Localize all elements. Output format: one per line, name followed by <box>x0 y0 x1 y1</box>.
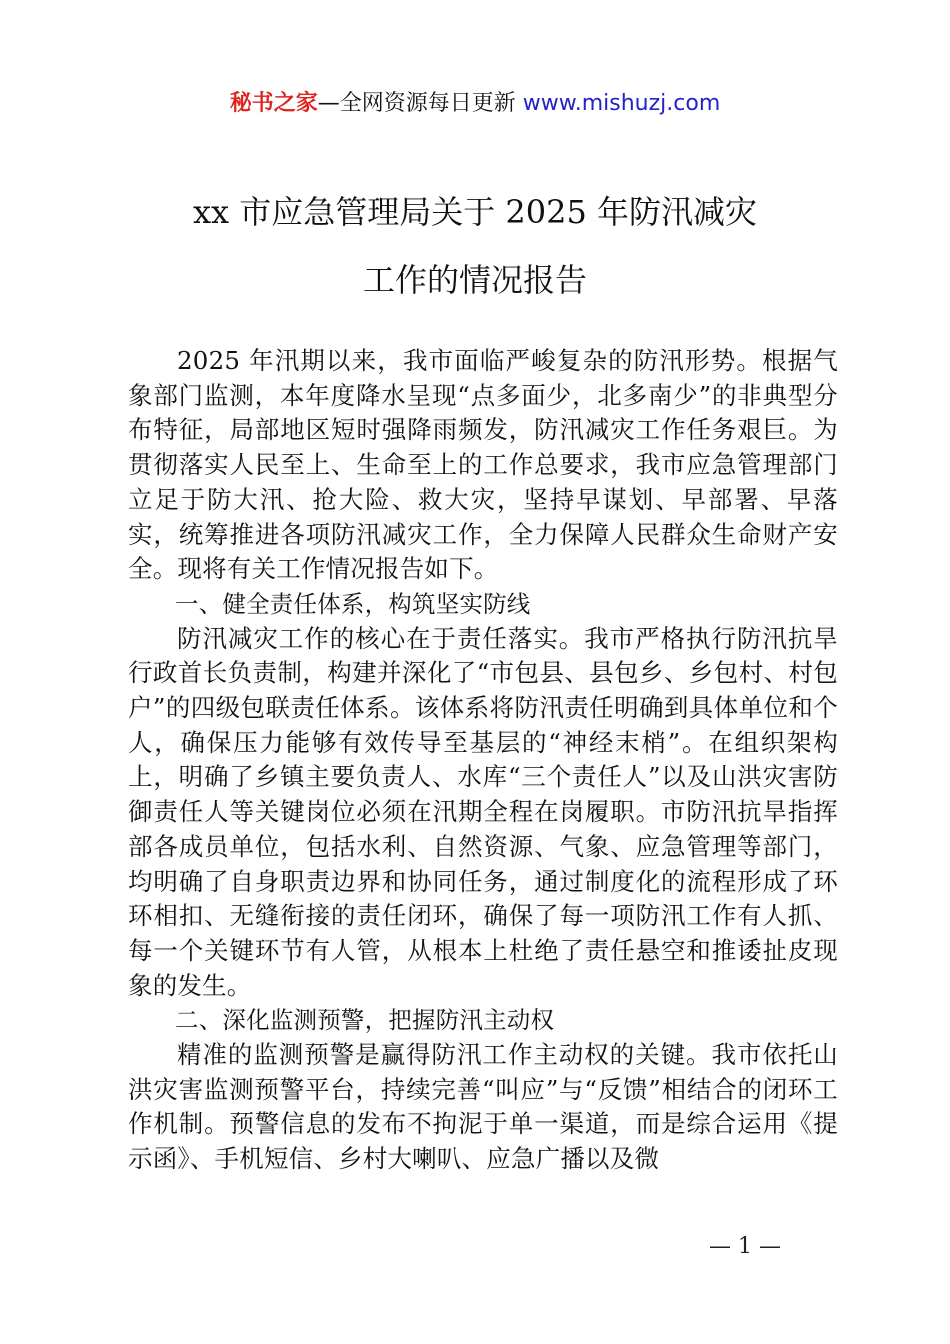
section-2-heading: 二、深化监测预警，把握防汛主动权 <box>175 1006 555 1035</box>
page-number: — 1 — <box>709 1234 781 1259</box>
site-brand: 秘书之家 <box>229 91 318 116</box>
section-1-heading: 一、健全责任体系，构筑坚实防线 <box>175 589 531 618</box>
site-url-link[interactable]: www.mishuzj.com <box>522 91 721 116</box>
document-body <box>128 344 838 1177</box>
document-title-line-1: xx 市应急管理局关于 2025 年防汛减灾 <box>192 193 758 231</box>
document-title-line-2: 工作的情况报告 <box>362 261 587 299</box>
site-banner <box>0 88 950 120</box>
section-2-paragraph: 精准的监测预警是赢得防汛工作主动权的关键。我市依托山洪灾害监测预警平台，持续完善“叫应”与“反馈”相结合的闭环工作机制。预警信息的发布不拘泥于单一渠道，而是综合运用《提示函》、手机短信、乡村大喇叭、应急广播以及微 <box>128 1040 838 1174</box>
intro-paragraph: 2025 年汛期以来，我市面临严峻复杂的防汛形势。根据气象部门监测，本年度降水呈现“点多面少，北多南少”的非典型分布特征，局部地区短时强降雨频发，防汛减灾工作任务艰巨。为贯彻落实人民至上、生命至上的工作总要求，我市应急管理部门立足于防大汛、抢大险、救大灾，坚持早谋划、早部署、早落实，统筹推进各项防汛减灾工作，全力保障人民群众生命财产安全。现将有关工作情况报告如下。 <box>128 346 838 584</box>
site-slogan: —全网资源每日更新 <box>317 91 523 116</box>
section-1-paragraph: 防汛减灾工作的核心在于责任落实。我市严格执行防汛抗旱行政首长负责制，构建并深化了“市包县、县包乡、乡包村、村包户”的四级包联责任体系。该体系将防汛责任明确到具体单位和个人，确保压力能够有效传导至基层的“神经末梢”。在组织架构上，明确了乡镇主要负责人、水库“三个责任人”以及山洪灾害防御责任人等关键岗位必须在汛期全程在岗履职。市防汛抗旱指挥部各成员单位，包括水利、自然资源、气象、应急管理等部门，均明确了自身职责边界和协同任务，通过制度化的流程形成了环环相扣、无缝衔接的责任闭环，确保了每一项防汛工作有人抓、每一个关键环节有人管，从根本上杜绝了责任悬空和推诿扯皮现象的发生。 <box>128 623 838 1000</box>
